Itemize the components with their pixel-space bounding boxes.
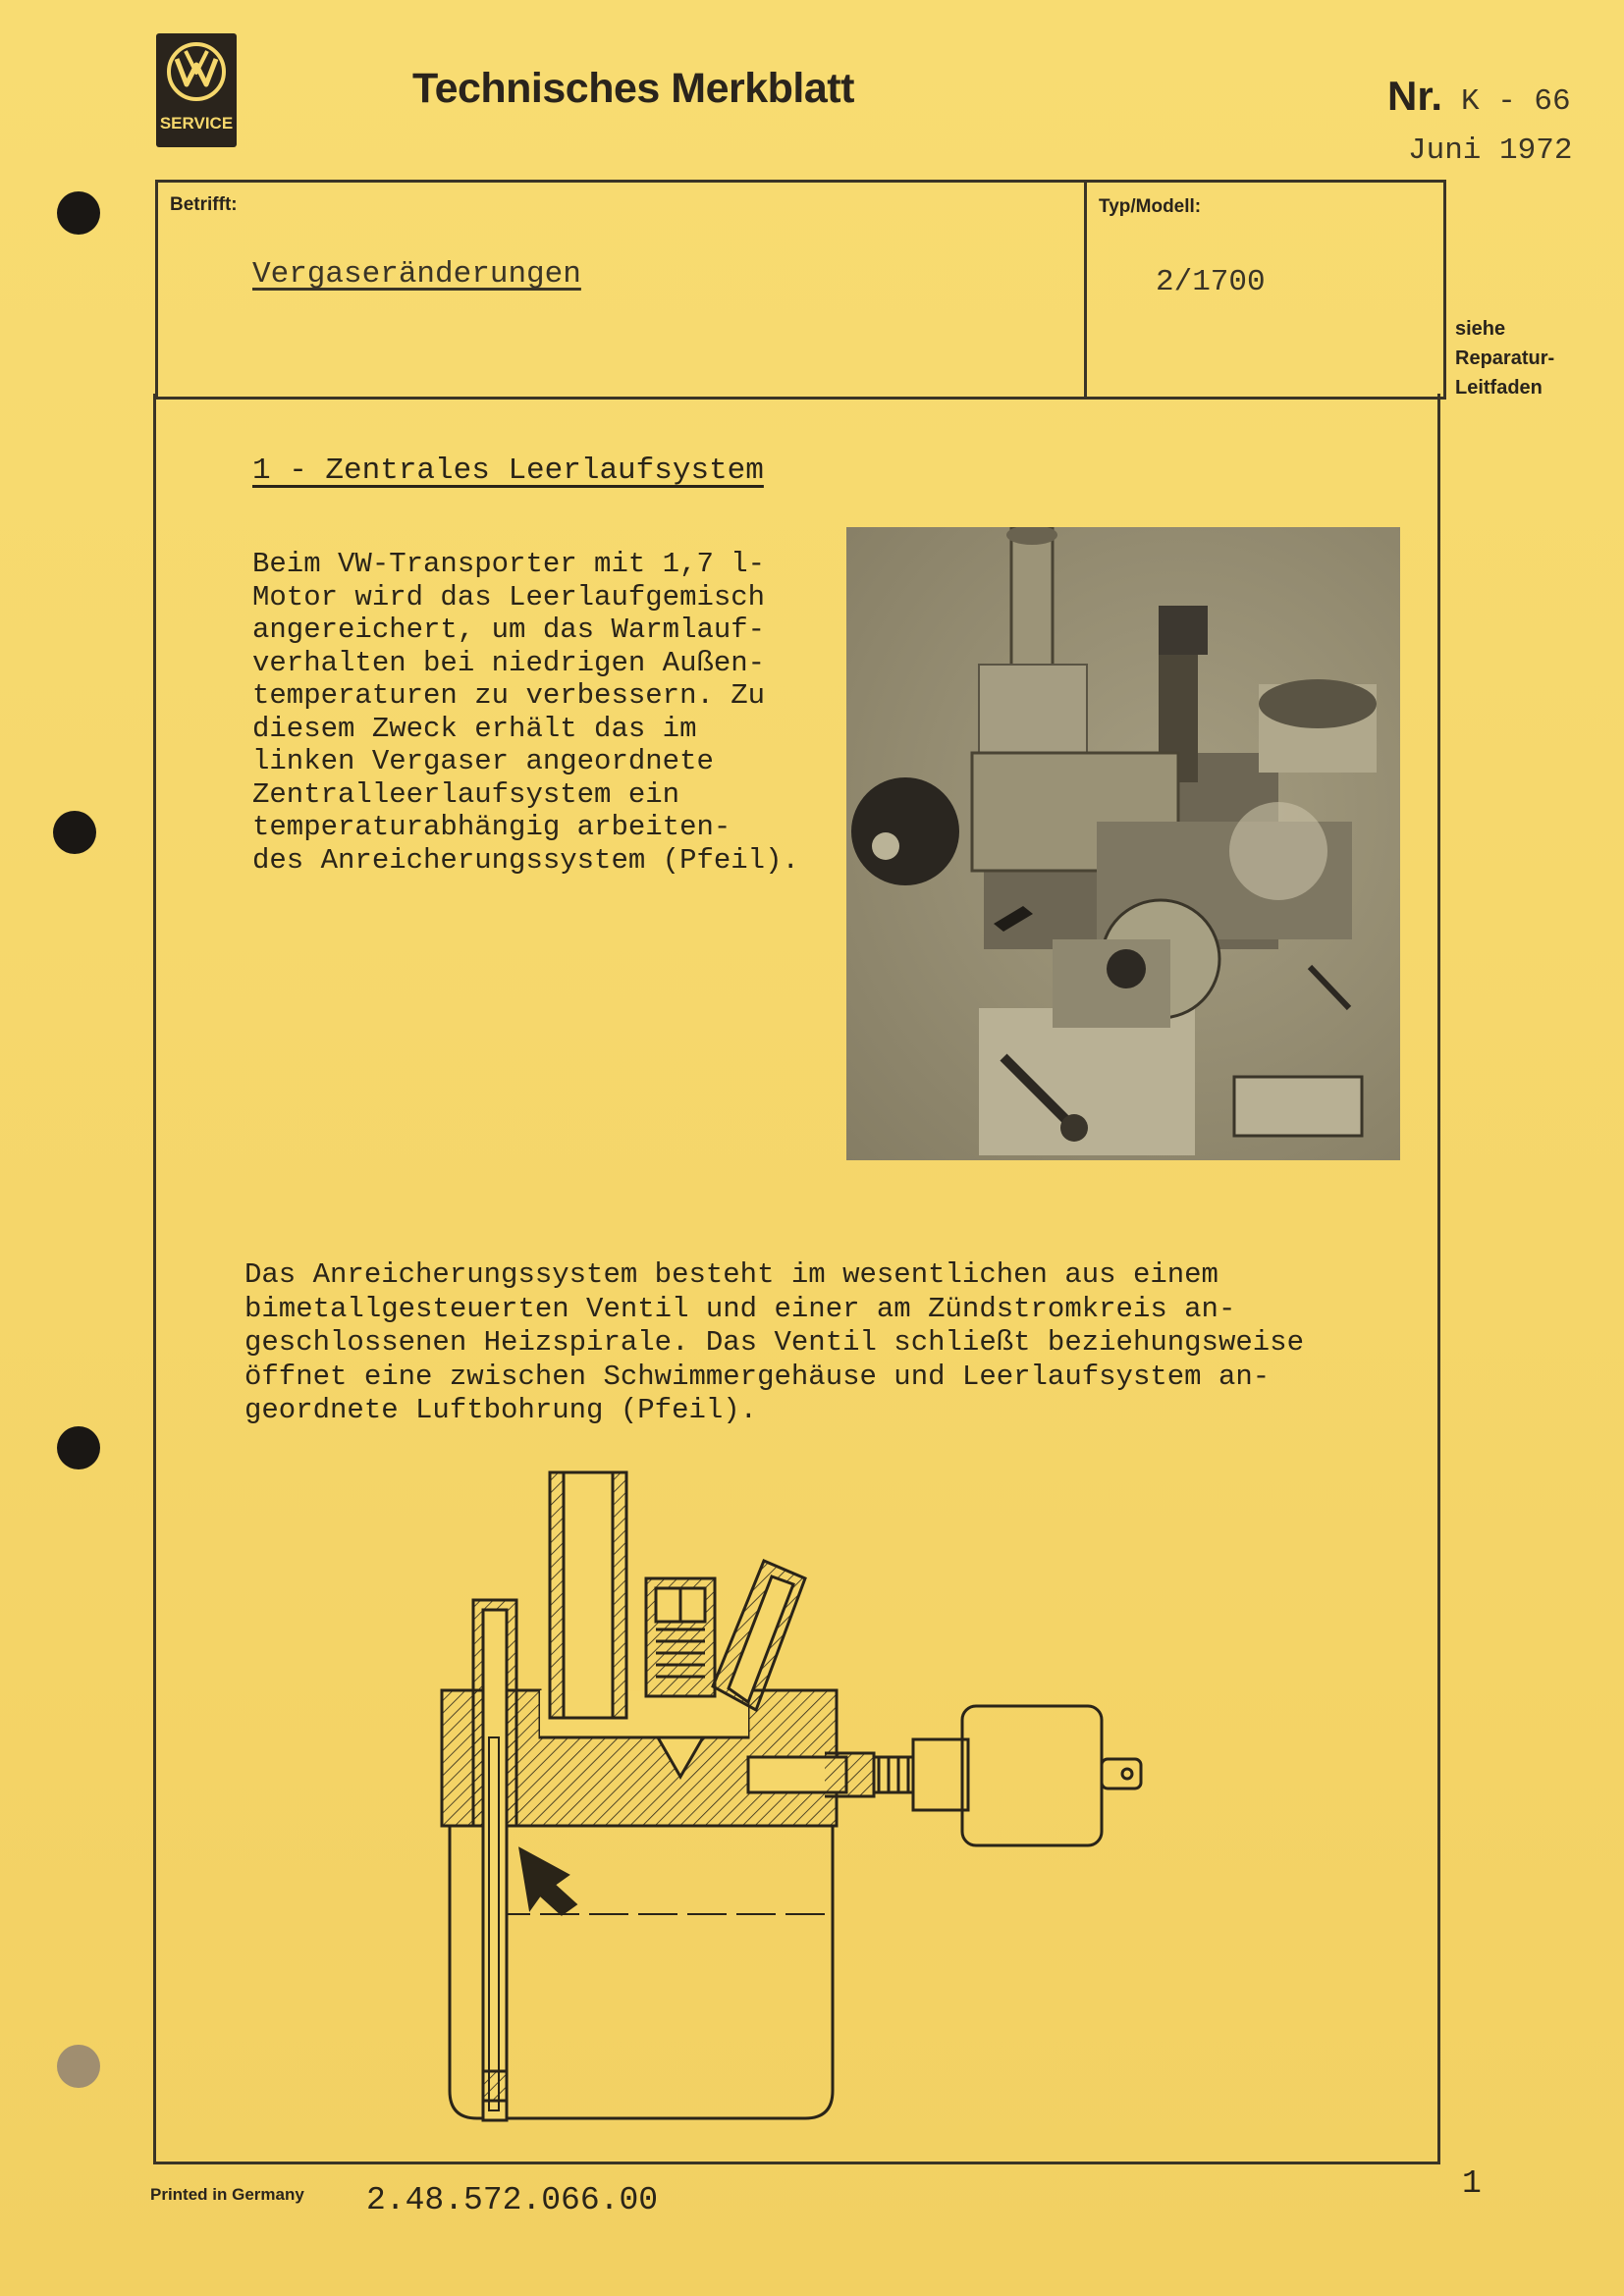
punch-hole [57, 1426, 100, 1469]
part-number: 2.48.572.066.00 [366, 2182, 659, 2218]
carburetor-diagram [393, 1463, 1178, 2140]
cross-section-drawing [393, 1463, 1178, 2140]
punch-hole [57, 2045, 100, 2088]
subject-text: Vergaseränderungen [252, 257, 581, 292]
section-heading: 1 - Zentrales Leerlaufsystem [252, 454, 764, 488]
info-box-divider [1084, 180, 1087, 397]
model-text: 2/1700 [1156, 265, 1266, 299]
side-note-line: siehe [1455, 318, 1506, 340]
nr-label: Nr. [1387, 73, 1443, 119]
betrifft-label: Betrifft: [170, 194, 238, 215]
intro-paragraph: Beim VW-Transporter mit 1,7 l- Motor wird das Leerlaufgemisch angereichert, um das Warmlauf- verhalten bei niedrigen Außen- temperaturen zu verbessern. Zu diesem Zweck erhält das im linken Vergaser angeordnete Zentralleerlaufsystem ein temperaturabhängig arbeiten- des Anreicherungssystem (Pfeil). [252, 548, 799, 877]
page-title: Technisches Merkblatt [412, 65, 854, 112]
carburetor-photo [846, 527, 1400, 1160]
service-label: SERVICE [159, 114, 234, 133]
issue-date: Juni 1972 [1408, 133, 1573, 168]
typ-modell-label: Typ/Modell: [1099, 196, 1202, 217]
punch-hole [57, 191, 100, 235]
svg-text:VW: VW [195, 77, 197, 78]
page-number: 1 [1462, 2165, 1482, 2202]
main-frame-left [153, 394, 156, 2163]
main-frame-right [1437, 394, 1440, 2163]
vw-emblem-icon [164, 39, 229, 104]
side-note-line: Leitfaden [1455, 377, 1543, 399]
main-frame-bottom [153, 2162, 1440, 2164]
vw-service-logo [156, 33, 237, 147]
punch-hole [53, 811, 96, 854]
printed-in-label: Printed in Germany [150, 2185, 304, 2204]
side-note-line: Reparatur- [1455, 347, 1555, 369]
nr-value: K - 66 [1461, 84, 1571, 119]
description-paragraph: Das Anreicherungssystem besteht im wesentlichen aus einem bimetallgesteuerten Ventil und einer am Zündstromkreis an- geschlossenen Heizspirale. Das Ventil schließt beziehungsweise öffnet eine zwischen Schwimmergehäuse und Leerlaufsystem an- geordnete Luftbohrung (Pfeil). [244, 1258, 1304, 1426]
side-note [1455, 314, 1554, 402]
